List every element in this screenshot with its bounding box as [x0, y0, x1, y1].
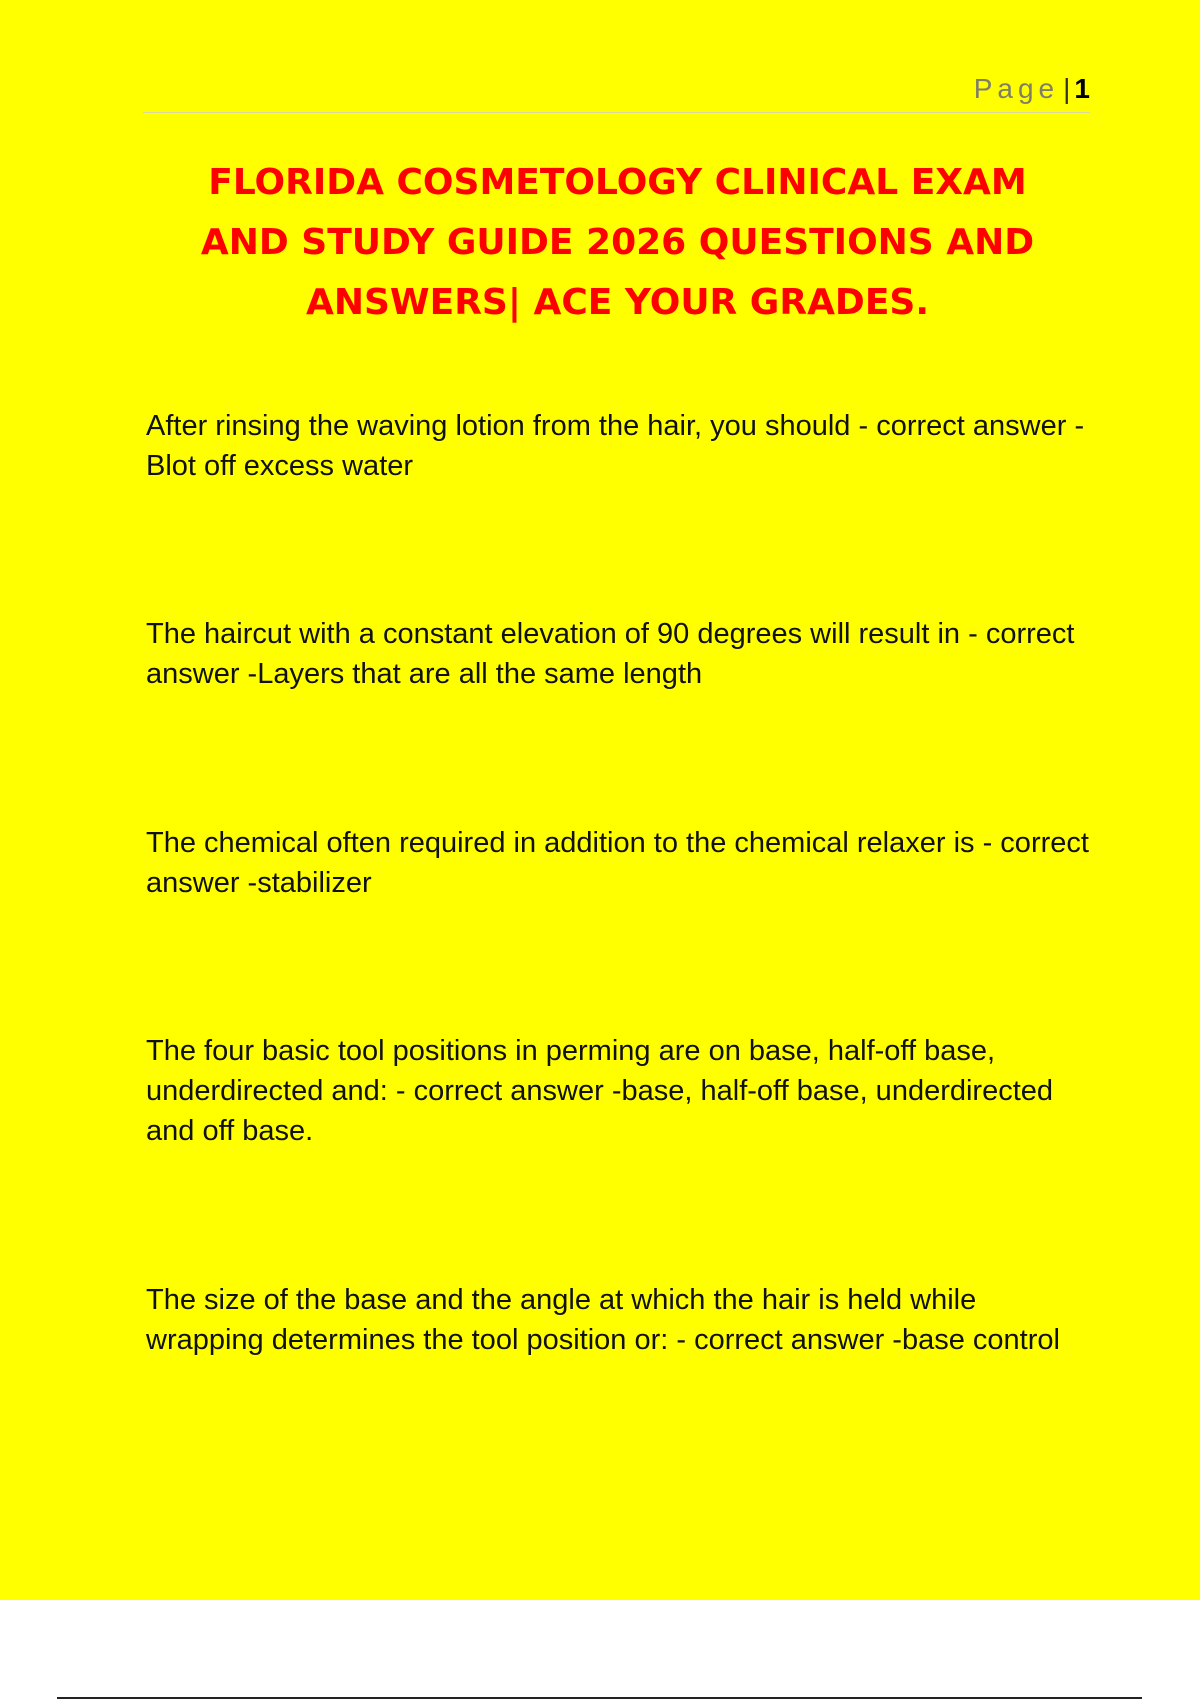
- question-answer-item: The chemical often required in addition to the chemical relaxer is - correct answer -stabilizer: [146, 827, 1089, 899]
- title-line: FLORIDA COSMETOLOGY CLINICAL EXAM: [208, 162, 1027, 203]
- question-answer-item: The size of the base and the angle at which the hair is held while wrapping determines the tool position or: - correct answer -base control: [146, 1284, 1060, 1356]
- question-answer-item: After rinsing the waving lotion from the hair, you should - correct answer -Blot off excess water: [146, 410, 1085, 482]
- document-title: [140, 153, 1095, 333]
- footer-divider: [57, 1697, 1142, 1699]
- question-answer-item: The four basic tool positions in perming are on base, half-off base, underdirected and: - correct answer -base, half-off base, underdirected and off base.: [146, 1035, 1054, 1147]
- page-number: 1: [1074, 73, 1090, 104]
- page-separator: |: [1063, 73, 1071, 104]
- page-header: [143, 72, 1090, 113]
- question-answer-item: The haircut with a constant elevation of 90 degrees will result in - correct answer -Layers that are all the same length: [146, 618, 1075, 690]
- title-line: ANSWERS| ACE YOUR GRADES.: [305, 282, 930, 323]
- page-label: Page: [973, 73, 1060, 104]
- title-line: AND STUDY GUIDE 2026 QUESTIONS AND: [200, 222, 1035, 263]
